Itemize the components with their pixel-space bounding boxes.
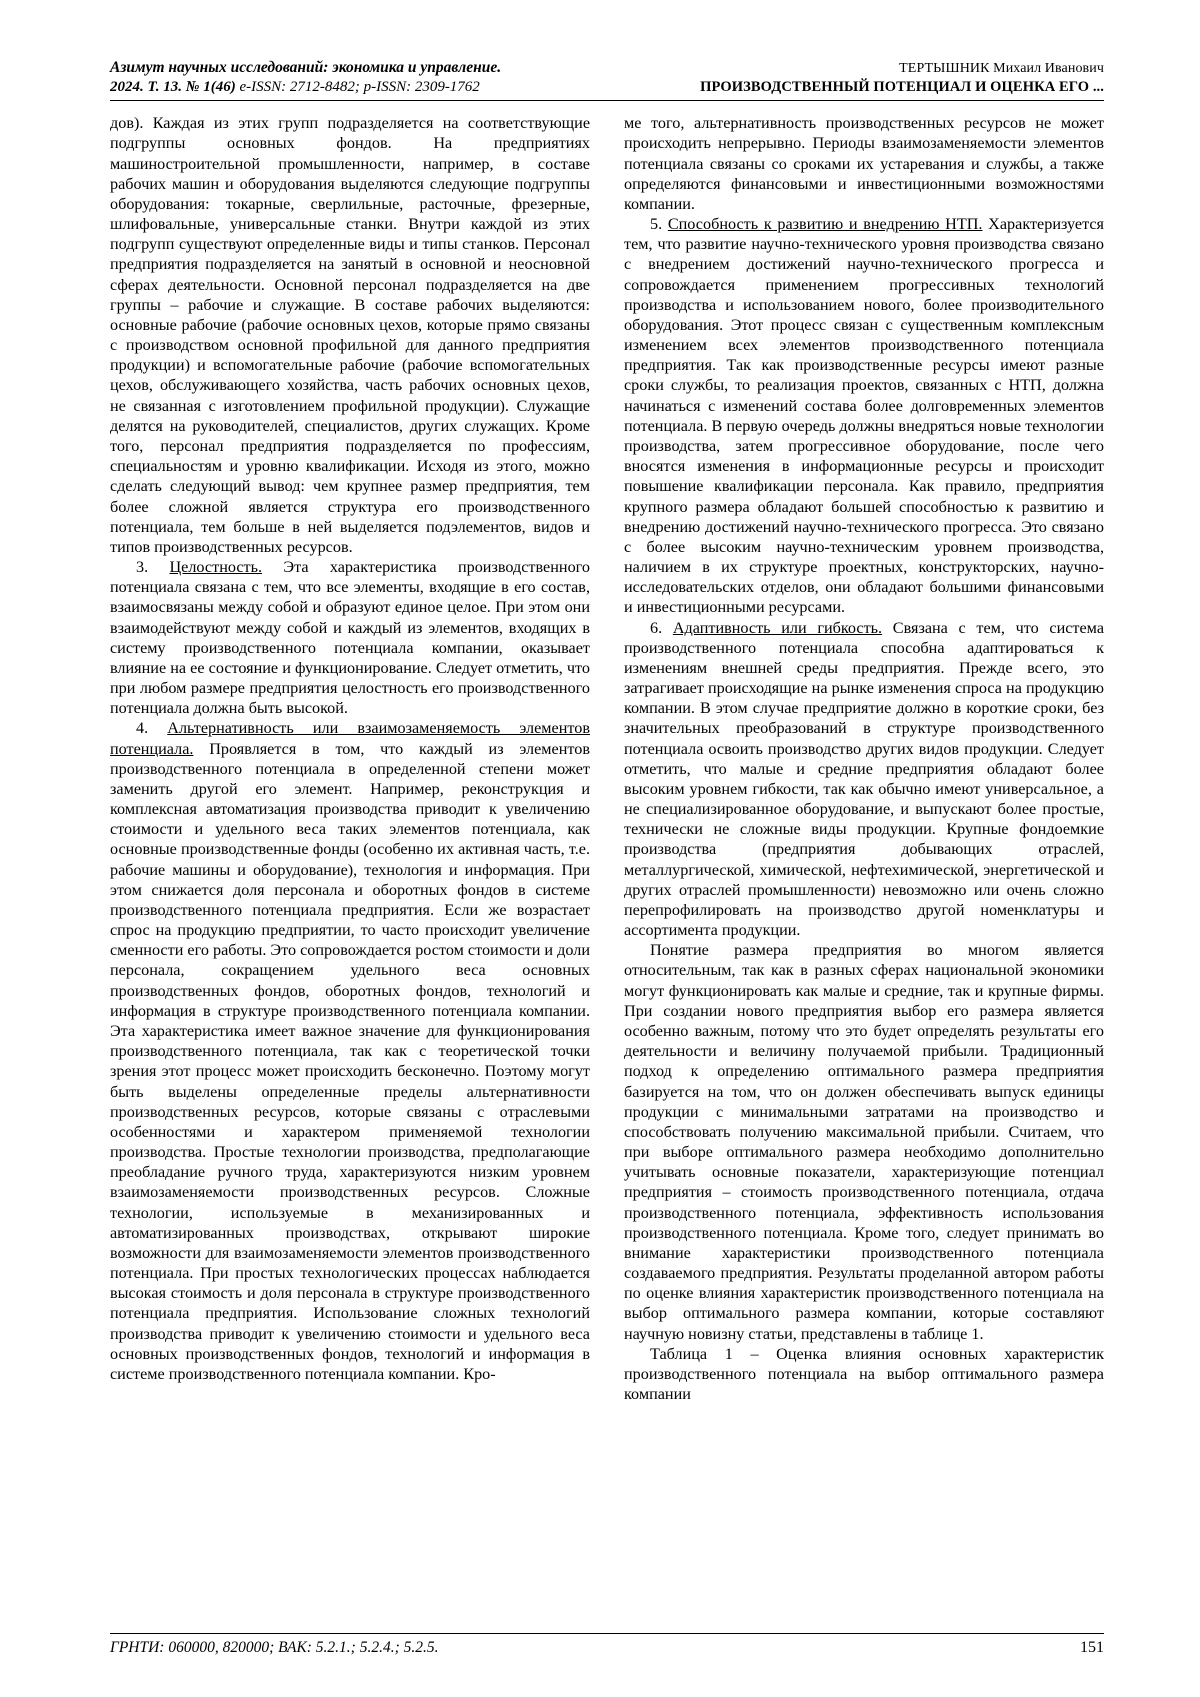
page-footer	[110, 1633, 1104, 1657]
item-number: 6.	[650, 618, 673, 637]
paragraph: ме того, альтернативность производственных ресурсов не может происходить непрерывно. Периоды взаимозаменяемости элементов потенциала связаны со сроками их устаревания и службы, а также определяются финансовыми и инвестиционными возможностями компании.	[624, 114, 1104, 213]
page-number: 151	[1080, 1639, 1104, 1656]
paragraph: Понятие размера предприятия во многом является относительным, так как в разных сферах национальной экономики могут функционировать как малые и средние, так и крупные фирмы. При создании нового предприятия выбор его размера является особенно важным, потому что это будет определять результаты его деятельности и величину получаемой прибыли. Традиционный подход к определению оптимального размера предприятия базируется на том, что он должен обеспечивать выпуск единицы продукции с минимальными затратами на производство и способствовать получению максимальной прибыли. Считаем, что при выборе оптимального размера необходимо дополнительно учитывать основные показатели, характеризующие потенциал предприятия – стоимость производственного потенциала, отдача производственного потенциала, эффективность использования производственного потенциала. Кроме того, следует принимать во внимание характеристики производственного потенциала создаваемого предприятия. Результаты проделанной автором работы по оценке влияния характеристик производственного потенциала на выбор оптимального размера компании, которые составляют научную новизну статьи, представлены в таблице 1.	[624, 941, 1104, 1343]
right-column	[624, 113, 1104, 1561]
item-term: Адаптивность или гибкость.	[672, 618, 883, 637]
item-text: Проявляется в том, что каждый из элементов производственного потенциала в определенной степени может заменить другой его элемент. Например, реконструкция и комплексная автоматизация производства приводит к увеличению стоимости и удельного веса таких элементов потенциала, как основные производственные фонды (особенно их активная часть, т.е. рабочие машины и оборудование), технология и информация. При этом снижается доля персонала и оборотных фондов в системе производственного потенциала предприятия. Если же возрастает спрос на продукцию предприятии, то часто происходит увеличение сменности его работы. Это сопровождается ростом стоимости и доли персонала, сокращением удельного веса основных производственных фондов, оборотных фондов, технологий и информация в структуре производственного потенциала компании. Эта характеристика имеет важное значение для функционирования производственного потенциала, так как с теоретической точки зрения этот процесс может происходить бесконечно. Поэтому могут быть выделены определенные пределы альтернативности производственных ресурсов, которые связаны с отраслевыми особенностями и характером применяемой технологии производства. Простые технологии производства, предполагающие преобладание ручного труда, характеризуются низким уровнем взаимозаменяемости производственных ресурсов. Сложные технологии, используемые в механизированных и автоматизированных производствах, открывают широкие возможности для взаимозаменяемости элементов производственного потенциала. При простых технологических процессах наблюдается высокая стоимость и доля персонала в структуре производственного потенциала предприятия. Использование сложных технологий производства приводит к увеличению стоимости и удельного веса основных производственных фондов, технологий и информация в системе производственного потенциала компании. Кро-	[110, 739, 590, 1383]
issue-volume: 2024. Т. 13. № 1(46)	[110, 78, 236, 95]
article-title-running: ПРОИЗВОДСТВЕННЫЙ ПОТЕНЦИАЛ И ОЦЕНКА ЕГО ...	[700, 78, 1104, 95]
item-number: 5.	[650, 215, 668, 234]
running-head	[110, 58, 1104, 101]
journal-title: Азимут научных исследований: экономика и управление.	[110, 59, 502, 76]
body-columns	[110, 113, 1104, 1561]
issn-line: e-ISSN: 2712-8482; p-ISSN: 2309-1762	[239, 78, 480, 95]
table-caption: Таблица 1 – Оценка влияния основных характеристик производственного потенциала на выбор оптимального размера компании	[624, 1344, 1104, 1404]
item-number: 4.	[136, 719, 168, 738]
paragraph-item-4	[110, 718, 590, 1384]
item-term: Способность к развитию и внедрению НТП.	[667, 215, 983, 234]
item-term: Альтернативность или взаимозаменяемость элементов потенциала.	[110, 719, 590, 758]
paragraph: дов). Каждая из этих групп подразделяется на соответствующие подгруппы основных фондов. На предприятиях машиностроительной промышленности, например, в составе рабочих машин и оборудования выделяются следующие подгруппы оборудования: токарные, сверлильные, расточные, фрезерные, шлифовальные, универсальные станки. Внутри каждой из этих подгрупп существуют определенные виды и типы станков. Персонал предприятия подразделяется на занятый в основной и неосновной сферах деятельности. Основной персонал подразделяется на две группы – рабочие и служащие. В составе рабочих выделяются: основные рабочие (рабочие основных цехов, которые прямо связаны с производством основной профильной для данного предприятия продукции) и вспомогательные рабочие (рабочие вспомогательных цехов, обслуживающего хозяйства, часть рабочих основных цехов, не связанная с изготовлением профильной продукции). Служащие делятся на руководителей, специалистов, других служащих. Кроме того, персонал предприятия подразделяется по профессиям, специальностям и уровню квалификации. Исходя из этого, можно сделать следующий вывод: чем крупнее размер предприятия, тем более сложной является структура его производственного потенциала, тем больше в ней выделяется подэлементов, видов и типов производственных ресурсов.	[110, 114, 590, 556]
paragraph-item-3	[110, 557, 590, 718]
item-text: Связана с тем, что система производственного потенциала способна адаптироваться к изменениям внешней среды предприятия. Прежде всего, это затрагивает происходящие на рынке изменения спроса на продукцию компании. В этом случае предприятие должно в короткие сроки, без значительных преобразований в структуре производственного потенциала освоить производство других видов продукции. Следует отметить, что малые и средние предприятия обладают более высоким уровнем гибкости, так как обычно имеют универсальное, а не специализированное оборудование, и выпускают более простые, технически не сложные виды продукции. Крупные фондоемкие производства (предприятия добывающих отраслей, металлургической, химической, нефтехимической, энергетической и других отраслей промышленности) невозможно или очень сложно перепрофилировать на производство другой номенклатуры и ассортимента продукции.	[624, 618, 1105, 940]
item-text: Характеризуется тем, что развитие научно-технического уровня производства связано с внедрением достижений научно-технического прогресса и сопровождается применением прогрессивных технологий производства и использованием нового, более производительного оборудования. Этот процесс связан с существенным комплексным изменением всех элементов производственного потенциала предприятия. Так как производственные ресурсы имеют разные сроки службы, то реализация проектов, связанных с НТП, должна начинаться с изменений состава более долговременных элементов потенциала. В первую очередь должны внедряться новые технологии производства, затем прогрессивное оборудование, после чего вносятся изменения в информационные ресурсы и происходит повышение квалификации персонала. Как правило, предприятия крупного размера обладают большей способностью к развитию и внедрению достижений научно-технического прогресса. Это связано с более высоким научно-техническим уровнем производства, наличием в их структуре проектных, конструкторских, научно-исследовательских отделов, они обладают большими финансовыми и инвестиционными ресурсами.	[624, 215, 1105, 617]
paragraph-item-6	[624, 618, 1104, 941]
item-text: Эта характеристика производственного потенциала связана с тем, что все элементы, входящие в его состав, взаимосвязаны между собой и образуют единое целое. При этом они взаимодействуют между собой и каждый из элементов, входящих в систему производственного потенциала компании, оказывает влияние на ее состояние и функционирование. Следует отметить, что при любом размере предприятия целостность его производственного потенциала должна быть высокой.	[110, 558, 590, 718]
classification-codes: ГРНТИ: 060000, 820000; ВАК: 5.2.1.; 5.2.4.; 5.2.5.	[110, 1639, 439, 1656]
item-term: Целостность.	[169, 558, 263, 577]
author-name: ТЕРТЫШНИК Михаил Иванович	[899, 61, 1104, 76]
paragraph-item-5	[624, 214, 1104, 617]
item-number: 3.	[136, 558, 170, 577]
left-column	[110, 113, 590, 1561]
